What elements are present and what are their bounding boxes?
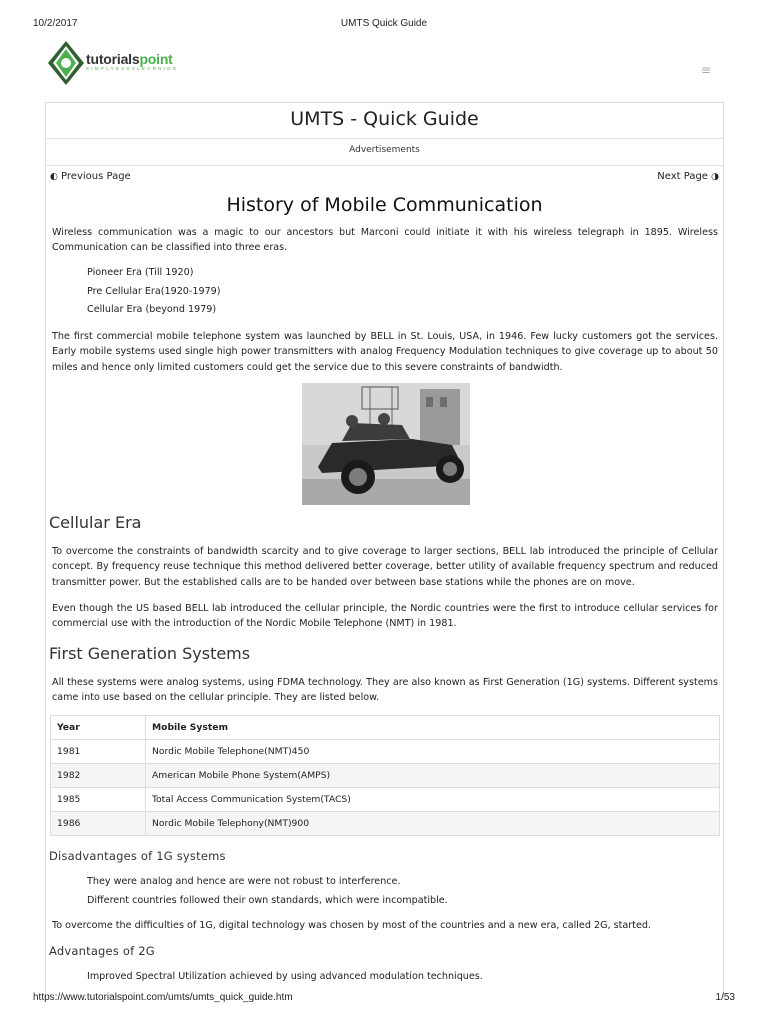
table-cell: 1981	[51, 740, 146, 764]
logo-emblem-icon	[46, 40, 86, 86]
table-cell: 1986	[51, 812, 146, 836]
table-row	[51, 740, 720, 764]
table-header-row	[51, 716, 720, 740]
hamburger-menu-icon[interactable]: ≡	[701, 63, 712, 77]
circle-arrow-right-icon: ◑	[711, 172, 719, 182]
table-cell: Nordic Mobile Telephony(NMT)900	[146, 812, 720, 836]
cellular-paragraph-2: Even though the US based BELL lab introduced the cellular principle, the Nordic countries were the first to introduce cellular services for commercial use with the introduction of the Nordic Mobile Telephone (NMT) in 1981.	[52, 603, 718, 630]
disadvantages-heading: Disadvantages of 1G systems	[49, 849, 226, 863]
first-generation-paragraph: All these systems were analog systems, using FDMA technology. They are also known as First Generation (1G) systems. Different systems came into use based on the cellular principle. They are listed below.	[52, 677, 718, 704]
advantages-2g-heading: Advantages of 2G	[49, 944, 155, 958]
disadvantages-list	[87, 876, 448, 913]
cellular-era-heading: Cellular Era	[49, 513, 142, 532]
list-item: They were analog and hence are were not robust to interference.	[87, 876, 401, 887]
advantages-list	[87, 971, 483, 990]
content-container	[45, 102, 724, 998]
table-cell: Total Access Communication System(TACS)	[146, 788, 720, 812]
table-cell: Nordic Mobile Telephone(NMT)450	[146, 740, 720, 764]
previous-page-link[interactable]	[50, 171, 131, 182]
column-header-year: Year	[51, 716, 146, 740]
history-heading: History of Mobile Communication	[226, 194, 543, 216]
table-cell: 1985	[51, 788, 146, 812]
eras-list	[87, 267, 221, 323]
history-intro: Wireless communication was a magic to our ancestors but Marconi could initiate it with his wireless telegraph in 1895. Wireless Communication can be classified into three eras.	[52, 227, 718, 254]
first-generation-table	[50, 715, 720, 836]
logo-tagline: SIMPLYEASYLEARNING	[86, 66, 179, 71]
table-row	[51, 764, 720, 788]
column-header-mobile-system: Mobile System	[146, 716, 720, 740]
logo-wordmark: tutorialspoint SIMPLYEASYLEARNING	[86, 51, 179, 71]
list-item: Pre Cellular Era(1920-1979)	[87, 285, 221, 297]
next-page-link[interactable]	[657, 171, 719, 182]
print-url[interactable]: https://www.tutorialspoint.com/umts/umts_quick_guide.htm	[33, 992, 293, 1003]
table-cell: 1982	[51, 764, 146, 788]
list-item: Improved Spectral Utilization achieved by using advanced modulation techniques.	[87, 971, 483, 982]
table-row	[51, 788, 720, 812]
cellular-paragraph-1: To overcome the constraints of bandwidth scarcity and to give coverage to larger sections, BELL lab introduced the principle of Cellular concept. By frequency reuse technique this method delivered better coverage, better utility of available frequency spectrum and reduced transmitter power. But the established calls are to be handed over between base stations while the phones are on move.	[52, 546, 718, 588]
print-page-number: 1/53	[715, 992, 735, 1003]
table-cell: American Mobile Phone System(AMPS)	[146, 764, 720, 788]
circle-arrow-left-icon: ◐	[50, 172, 58, 182]
print-date: 10/2/2017	[33, 18, 78, 29]
history-paragraph: The first commercial mobile telephone system was launched by BELL in St. Louis, USA, in 1946. Few lucky customers got the services. Early mobile systems used single high power transmitters with analog Frequency Modulation techniques to give coverage up to about 50 miles and hence only limited customers could get the service due to this severe constraints of bandwidth.	[52, 331, 718, 373]
disadvantages-paragraph: To overcome the difficulties of 1G, digital technology was chosen by most of the countries and a new era, called 2G, started.	[52, 920, 651, 931]
vintage-car-photo	[302, 383, 470, 505]
table-row	[51, 812, 720, 836]
advertisements-label: Advertisements	[46, 139, 723, 166]
first-generation-heading: First Generation Systems	[49, 644, 251, 663]
tutorialspoint-logo[interactable]	[46, 40, 179, 86]
page-title: UMTS - Quick Guide	[46, 103, 723, 139]
next-page-label: Next Page	[657, 171, 708, 182]
list-item: Cellular Era (beyond 1979)	[87, 304, 217, 315]
print-title: UMTS Quick Guide	[340, 18, 428, 29]
list-item: Different countries followed their own standards, which were incompatible.	[87, 894, 448, 906]
list-item: Pioneer Era (Till 1920)	[87, 267, 194, 278]
previous-page-label: Previous Page	[61, 171, 131, 182]
